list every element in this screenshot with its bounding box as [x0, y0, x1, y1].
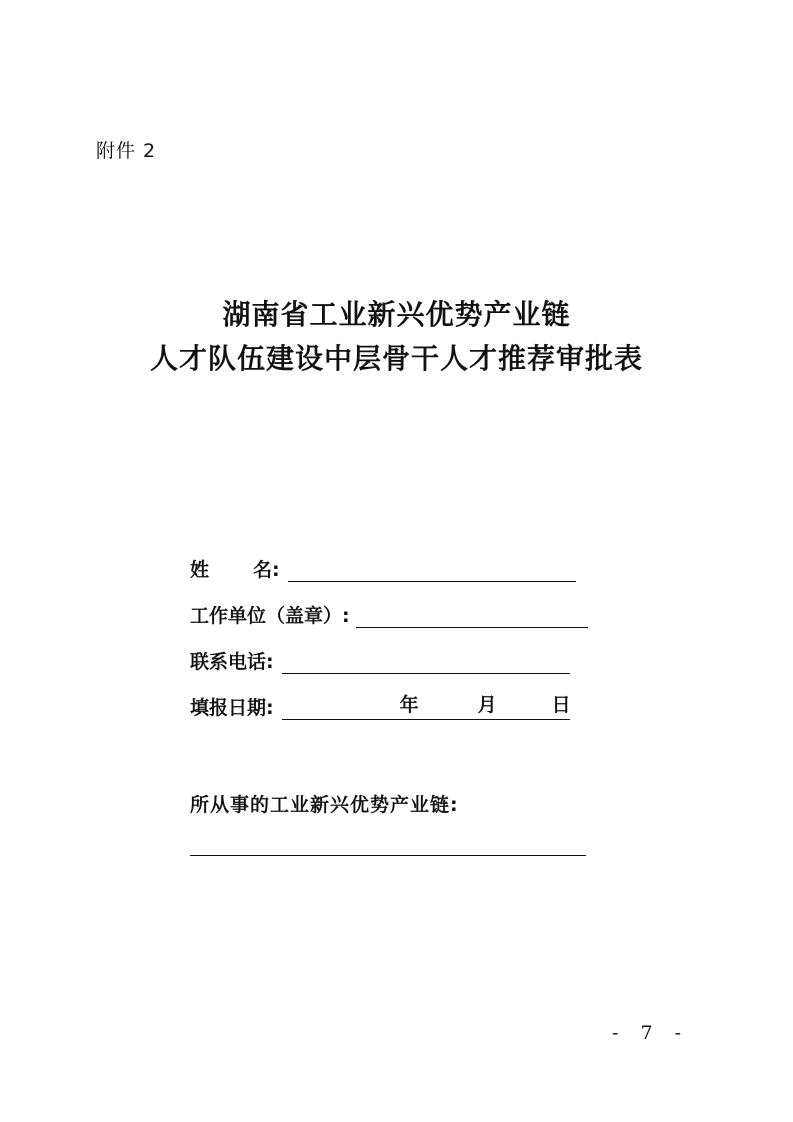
unit-field-row: [190, 600, 588, 628]
date-label: 填报日期:: [190, 697, 274, 719]
unit-input-line[interactable]: [356, 605, 588, 628]
page-number: - 7 -: [612, 1022, 690, 1044]
name-label-second: 名:: [253, 559, 280, 581]
date-field-row: [190, 692, 570, 720]
attachment-label: 附件 2: [96, 140, 157, 162]
industry-chain-input-line[interactable]: [190, 855, 586, 856]
name-field-row: [190, 554, 576, 582]
form-title-line-1: 湖南省工业新兴优势产业链: [222, 298, 571, 331]
date-input-line[interactable]: [282, 694, 571, 720]
industry-chain-label: 所从事的工业新兴优势产业链:: [190, 794, 459, 816]
phone-input-line[interactable]: [282, 651, 570, 674]
unit-label: 工作单位（盖章）:: [190, 605, 350, 627]
phone-field-row: [190, 646, 570, 674]
date-year-label: 年: [399, 694, 419, 716]
form-title-line-2: 人才队伍建设中层骨干人才推荐审批表: [149, 342, 643, 375]
phone-label: 联系电话:: [190, 651, 274, 673]
name-input-line[interactable]: [288, 559, 576, 582]
date-day-label: 日: [551, 694, 571, 716]
name-label-first: 姓: [190, 559, 210, 581]
date-month-label: 月: [477, 694, 497, 716]
